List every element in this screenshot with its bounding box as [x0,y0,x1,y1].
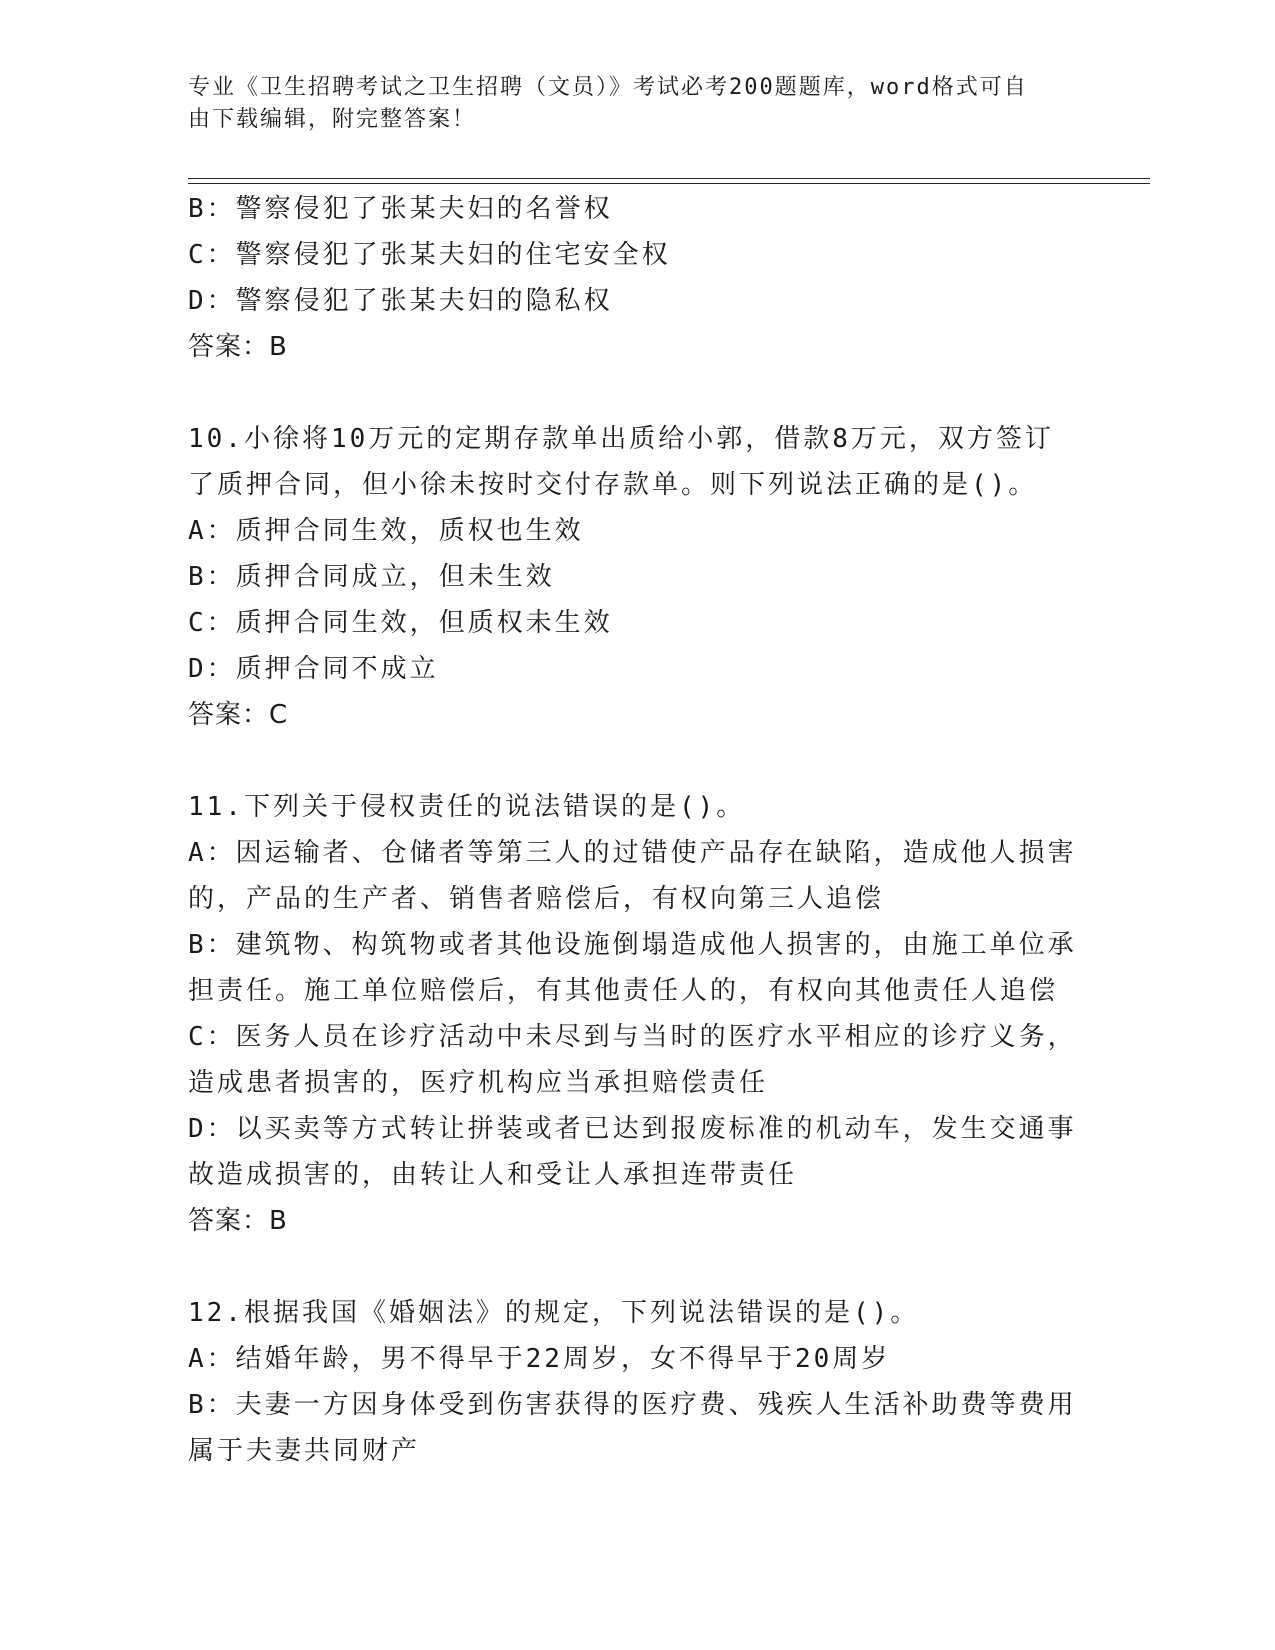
option-b-continued: 担责任。施工单位赔偿后，有其他责任人的，有权向其他责任人追偿 [188,976,1059,1006]
document-header [188,72,1068,136]
header-divider-bottom [188,183,1150,184]
header-line-2: 由下载编辑，附完整答案！ [188,107,477,132]
option-b: B：质押合同成立，但未生效 [188,562,555,592]
answer-line: 答案：B [188,1206,288,1236]
option-c: C：质押合同生效，但质权未生效 [188,608,613,638]
question-12 [188,1290,1088,1474]
option-d: D：以买卖等方式转让拼装或者已达到报废标准的机动车，发生交通事 [188,1114,1077,1144]
question-10 [188,416,1088,738]
question-stem-line: 12.根据我国《婚姻法》的规定，下列说法错误的是()。 [188,1298,920,1328]
question-9 [188,186,1088,370]
option-a-continued: 的，产品的生产者、销售者赔偿后，有权向第三人追偿 [188,884,885,914]
option-c-continued: 造成患者损害的，医疗机构应当承担赔偿责任 [188,1068,769,1098]
option-d-continued: 故造成损害的，由转让人和受让人承担连带责任 [188,1160,798,1190]
option-b: B：建筑物、构筑物或者其他设施倒塌造成他人损害的，由施工单位承 [188,930,1077,960]
option-b: B：夫妻一方因身体受到伤害获得的医疗费、残疾人生活补助费等费用 [188,1390,1077,1420]
question-11 [188,784,1088,1244]
spacer [188,738,1088,784]
option-a: A：质押合同生效，质权也生效 [188,516,584,546]
option-d: D：警察侵犯了张某夫妇的隐私权 [188,286,613,316]
option-d: D：质押合同不成立 [188,654,439,684]
option-b-continued: 属于夫妻共同财产 [188,1436,421,1466]
option-b: B：警察侵犯了张某夫妇的名誉权 [188,194,613,224]
header-divider-top [188,178,1150,179]
question-stem-line: 10.小徐将10万元的定期存款单出质给小郭，借款8万元，双方签订 [188,424,1054,454]
answer-line: 答案：C [188,700,289,730]
question-stem-line: 11.下列关于侵权责任的说法错误的是()。 [188,792,746,822]
spacer [188,1244,1088,1290]
spacer [188,370,1088,416]
option-a: A：因运输者、仓储者等第三人的过错使产品存在缺陷，造成他人损害 [188,838,1077,868]
option-c: C：警察侵犯了张某夫妇的住宅安全权 [188,240,671,270]
option-a: A：结婚年龄，男不得早于22周岁，女不得早于20周岁 [188,1344,891,1374]
option-c: C：医务人员在诊疗活动中未尽到与当时的医疗水平相应的诊疗义务， [188,1022,1077,1052]
document-body [188,186,1088,1474]
header-line-1: 专业《卫生招聘考试之卫生招聘（文员）》考试必考200题题库，word格式可自 [188,75,1028,100]
question-stem-line: 了质押合同，但小徐未按时交付存款单。则下列说法正确的是()。 [188,470,1038,500]
answer-line: 答案：B [188,332,288,362]
